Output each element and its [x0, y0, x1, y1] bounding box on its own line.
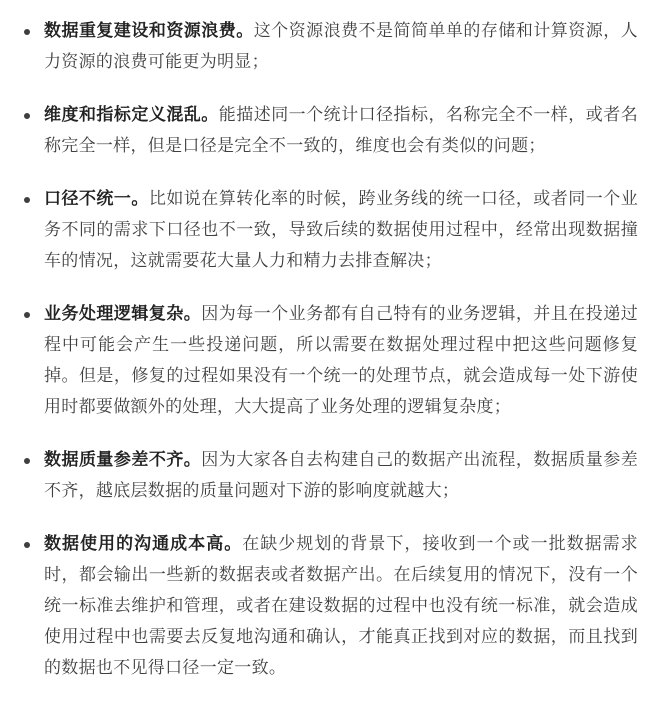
bullet-icon	[24, 29, 30, 35]
bullet-icon	[24, 113, 30, 119]
list-item-duplicate-construction	[24, 16, 638, 78]
bullet-icon	[24, 312, 30, 318]
item-heading: 业务处理逻辑复杂。	[44, 304, 202, 324]
bullet-icon	[24, 458, 30, 464]
list-item-data-quality	[24, 445, 638, 507]
list-item-communication-cost	[24, 529, 638, 684]
problem-list	[24, 16, 638, 684]
item-text: 因为大家各自去构建自己的数据产出流程，数据质量参差不齐，越底层数据的质量问题对下游的影响度就越大；	[44, 450, 638, 501]
list-item-complex-logic	[24, 299, 638, 423]
bullet-icon	[24, 197, 30, 203]
item-heading: 数据重复建设和资源浪费。	[44, 21, 254, 41]
item-text: 在缺少规划的背景下，接收到一个或一批数据需求时，都会输出一些新的数据表或者数据产出。在后续复用的情况下，没有一个统一标准去维护和管理，或者在建设数据的过程中也没有统一标准，就会造成使用过程中也需要去反复地沟通和确认，才能真正找到对应的数据，而且找到的数据也不见得口径一定一致。	[44, 534, 638, 678]
bullet-icon	[24, 542, 30, 548]
item-text: 这个资源浪费不是简简单单的存储和计算资源，人力资源的浪费可能更为明显；	[44, 21, 638, 72]
item-text: 比如说在算转化率的时候，跨业务线的统一口径，或者同一个业务不同的需求下口径也不一致，导致后续的数据使用过程中，经常出现数据撞车的情况，这就需要花大量人力和精力去排查解决；	[44, 189, 638, 271]
item-heading: 口径不统一。	[44, 189, 149, 209]
item-text: 能描述同一个统计口径指标，名称完全不一样，或者名称完全一样，但是口径是完全不一致的，维度也会有类似的问题；	[44, 105, 639, 156]
item-heading: 数据质量参差不齐。	[44, 450, 202, 470]
item-heading: 数据使用的沟通成本高。	[44, 534, 243, 554]
item-text: 因为每一个业务都有自己特有的业务逻辑，并且在投递过程中可能会产生一些投递问题，所以需要在数据处理过程中把这些问题修复掉。但是，修复的过程如果没有一个统一的处理节点，就会造成每一处下游使用时都要做额外的处理，大大提高了业务处理的逻辑复杂度；	[44, 304, 638, 417]
list-item-inconsistent-caliber	[24, 184, 638, 277]
list-item-definition-chaos	[24, 100, 638, 162]
item-heading: 维度和指标定义混乱。	[44, 105, 219, 125]
